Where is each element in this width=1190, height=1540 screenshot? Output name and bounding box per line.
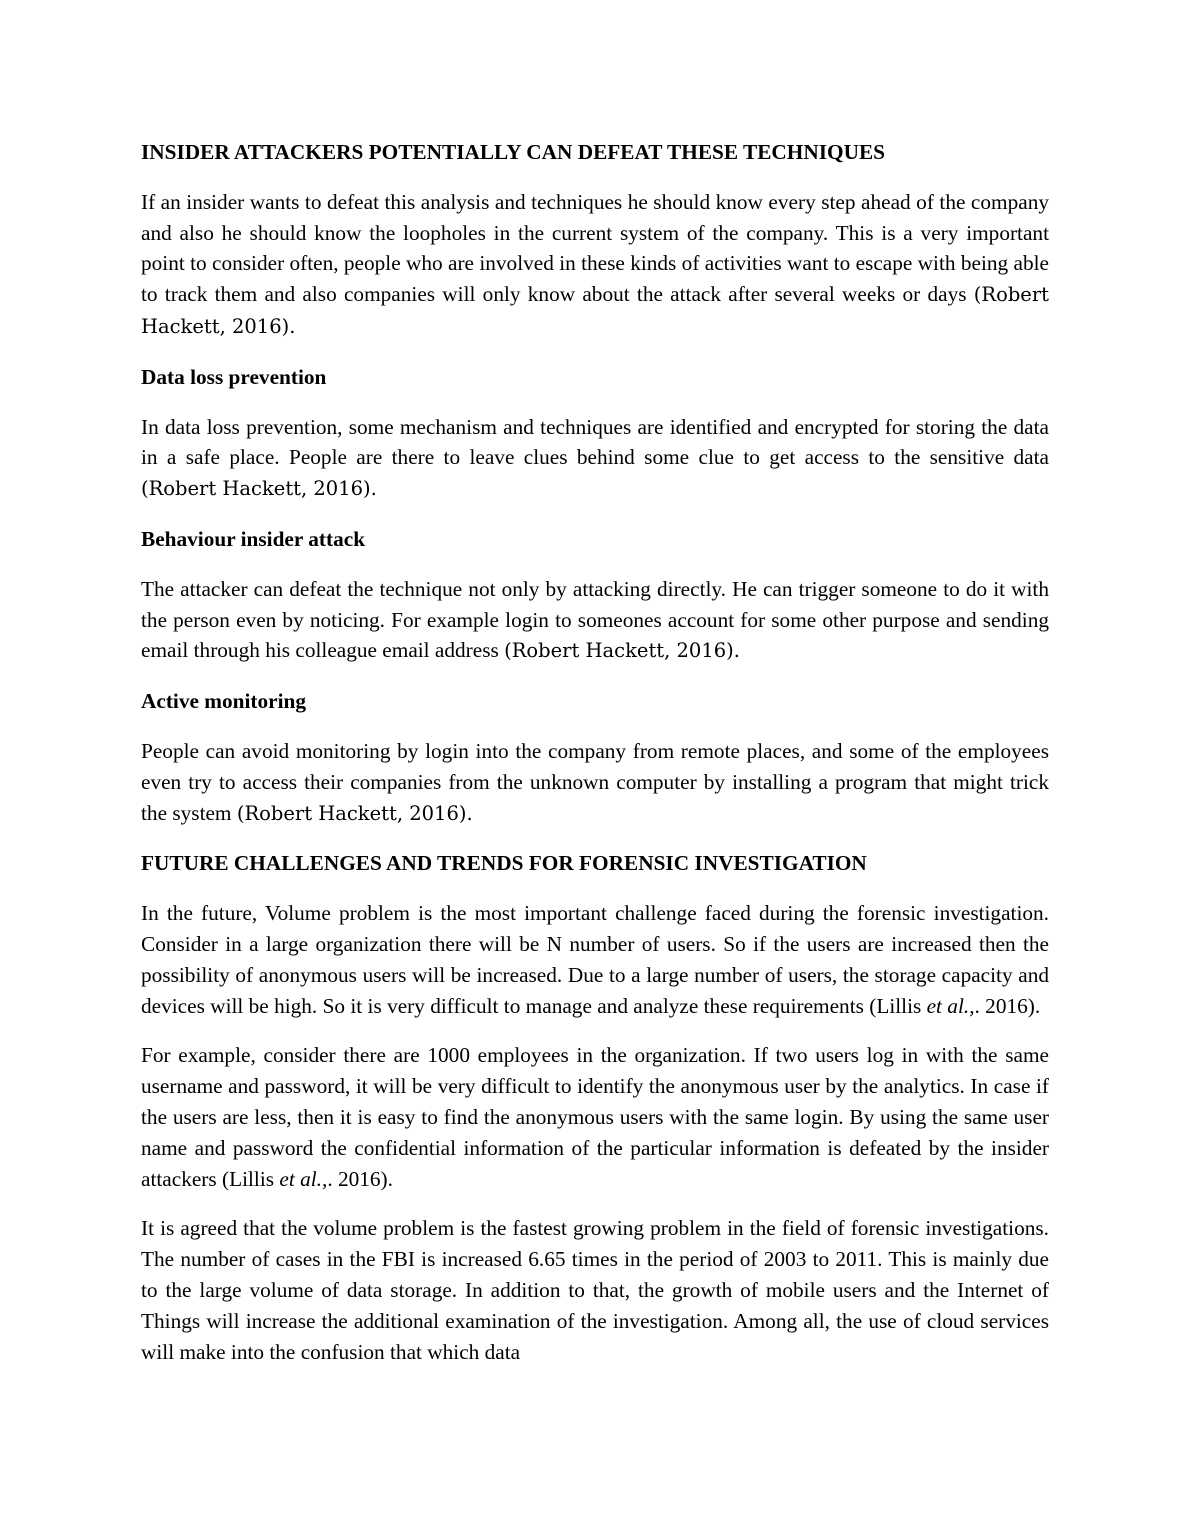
document-page <box>141 137 1049 1386</box>
section-heading-data-loss-prevention: Data loss prevention <box>141 364 327 389</box>
paragraph-text: In data loss prevention, some mechanism and techniques are identified and encrypted for storing the data in a safe place. People are there to leave clues behind some clue to get access to the sensitive data <box>141 414 1049 470</box>
citation-end: . 2016). <box>974 993 1041 1018</box>
paragraph-data-loss-prevention <box>141 412 1049 505</box>
citation: (Robert Hackett, 2016). <box>236 801 473 825</box>
et-al-citation: et al., <box>926 993 975 1018</box>
paragraph-insider-attackers <box>141 187 1049 343</box>
paragraph-text: For example, consider there are 1000 employees in the organization. If two users log in with the same username and password, it will be very difficult to identify the anonymous user by the analytics. In case if the users are less, then it is easy to find the anonymous users with the same login. By using the same user name and password the confidential information of the particular information is defeated by the insider attackers (Lillis <box>141 1043 1049 1191</box>
paragraph-active-monitoring <box>141 736 1049 829</box>
citation: (Robert Hackett, 2016). <box>141 477 377 501</box>
paragraph-future-example <box>141 1040 1049 1194</box>
citation: (Robert Hackett, 2016). <box>504 639 740 663</box>
paragraph-text: If an insider wants to defeat this analysis and techniques he should know every step ahead of the company and also he should know the loopholes in the current system of the company. This is a very important point to consider often, people who are involved in these kinds of activities want to escape with being able to track them and also companies will only know about the attack after several weeks or days <box>141 189 1049 307</box>
section-heading-future-challenges: FUTURE CHALLENGES AND TRENDS FOR FORENSIC INVESTIGATION <box>141 851 867 876</box>
section-heading-behaviour-insider-attack: Behaviour insider attack <box>141 526 366 551</box>
paragraph-text: In the future, Volume problem is the most important challenge faced during the forensic investigation. Consider in a large organization there will be N number of users. So if the users are increased then the possibility of anonymous users will be increased. Due to a large number of users, the storage capacity and devices will be high. So it is very difficult to manage and analyze these requirements (Lillis <box>141 901 1049 1018</box>
paragraph-behaviour-insider-attack <box>141 574 1049 667</box>
citation-end: . 2016). <box>327 1166 393 1191</box>
paragraph-text: The attacker can defeat the technique not only by attacking directly. He can trigger someone to do it with the person even by noticing. For example login to someones account for some other purpose and sending email through his colleague email address <box>141 576 1049 663</box>
paragraph-future-volume-problem <box>141 898 1049 1021</box>
section-heading-active-monitoring: Active monitoring <box>141 689 307 714</box>
paragraph-text: People can avoid monitoring by login into the company from remote places, and some of the employees even try to access their companies from the unknown computer by installing a program that might trick the system <box>141 738 1049 825</box>
section-heading-insider-attackers: INSIDER ATTACKERS POTENTIALLY CAN DEFEAT THESE TECHNIQUES <box>141 140 886 164</box>
et-al-citation: et al., <box>279 1166 328 1191</box>
citation: (Robert Hackett, 2016). <box>141 283 1050 338</box>
paragraph-future-growth: It is agreed that the volume problem is the fastest growing problem in the field of forensic investigations. The number of cases in the FBI is increased 6.65 times in the period of 2003 to 2011. This is mainly due to the large volume of data storage. In addition to that, the growth of mobile users and the Internet of Things will increase the additional examination of the investigation. Among all, the use of cloud services will make into the confusion that which data <box>141 1216 1049 1364</box>
